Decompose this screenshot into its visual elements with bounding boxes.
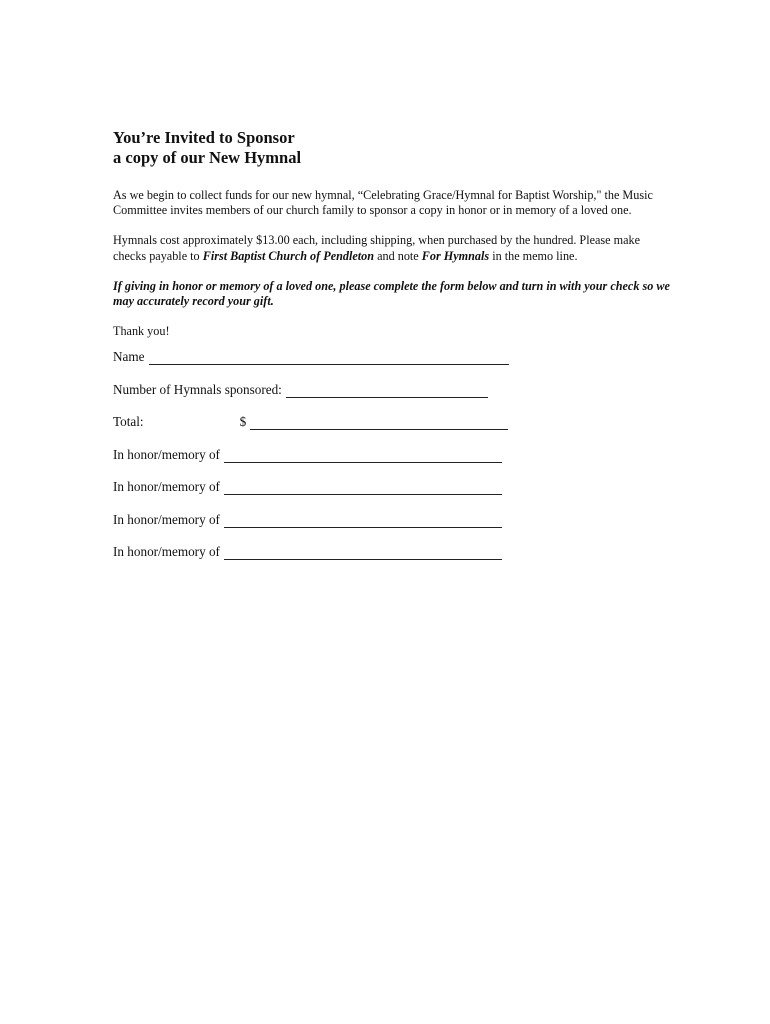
- number-label: Number of Hymnals sponsored:: [113, 381, 282, 397]
- honor-label: In honor/memory of: [113, 544, 220, 560]
- number-row: [113, 382, 673, 398]
- honor-row-2: [113, 479, 673, 495]
- sponsor-form: [113, 349, 673, 560]
- cost-paragraph: [113, 233, 673, 263]
- honor-field-1[interactable]: [224, 450, 502, 463]
- instructions-paragraph: If giving in honor or memory of a loved one, please complete the form below and turn in with your check so we may accurately record your gift.: [113, 278, 670, 309]
- total-label: Total:: [113, 414, 144, 430]
- honor-row-4: [113, 544, 673, 560]
- cost-text-a: Hymnals cost approximately $13.00 each, including shipping, when purchased by the hundred. Please make checks payable to: [113, 233, 640, 263]
- page-title: [113, 128, 673, 168]
- dollar-sign: $: [239, 414, 247, 430]
- total-row: [113, 414, 673, 430]
- honor-field-4[interactable]: [224, 547, 502, 560]
- title-line-2: a copy of our New Hymnal: [113, 148, 302, 167]
- total-field[interactable]: [250, 417, 508, 430]
- honor-row-3: [113, 512, 673, 528]
- number-field[interactable]: [286, 385, 488, 398]
- honor-label: In honor/memory of: [113, 511, 220, 527]
- church-name: First Baptist Church of Pendleton: [202, 248, 375, 263]
- memo-note: For Hymnals: [421, 248, 490, 263]
- honor-row-1: [113, 447, 673, 463]
- title-line-1: You’re Invited to Sponsor: [113, 128, 295, 147]
- document-page: [113, 128, 673, 560]
- cost-text-c: in the memo line.: [489, 248, 578, 263]
- honor-label: In honor/memory of: [113, 446, 220, 462]
- name-row: [113, 349, 673, 365]
- name-label: Name: [113, 349, 145, 365]
- cost-text-b: and note: [374, 248, 422, 263]
- honor-label: In honor/memory of: [113, 479, 220, 495]
- honor-field-2[interactable]: [224, 482, 502, 495]
- intro-paragraph: As we begin to collect funds for our new hymnal, “Celebrating Grace/Hymnal for Baptist Worship," the Music Committee invites members of our church family to sponsor a copy in honor or in memory of a loved one.: [113, 188, 653, 218]
- honor-field-3[interactable]: [224, 515, 502, 528]
- thank-you: Thank you!: [113, 324, 170, 339]
- name-field[interactable]: [149, 352, 509, 365]
